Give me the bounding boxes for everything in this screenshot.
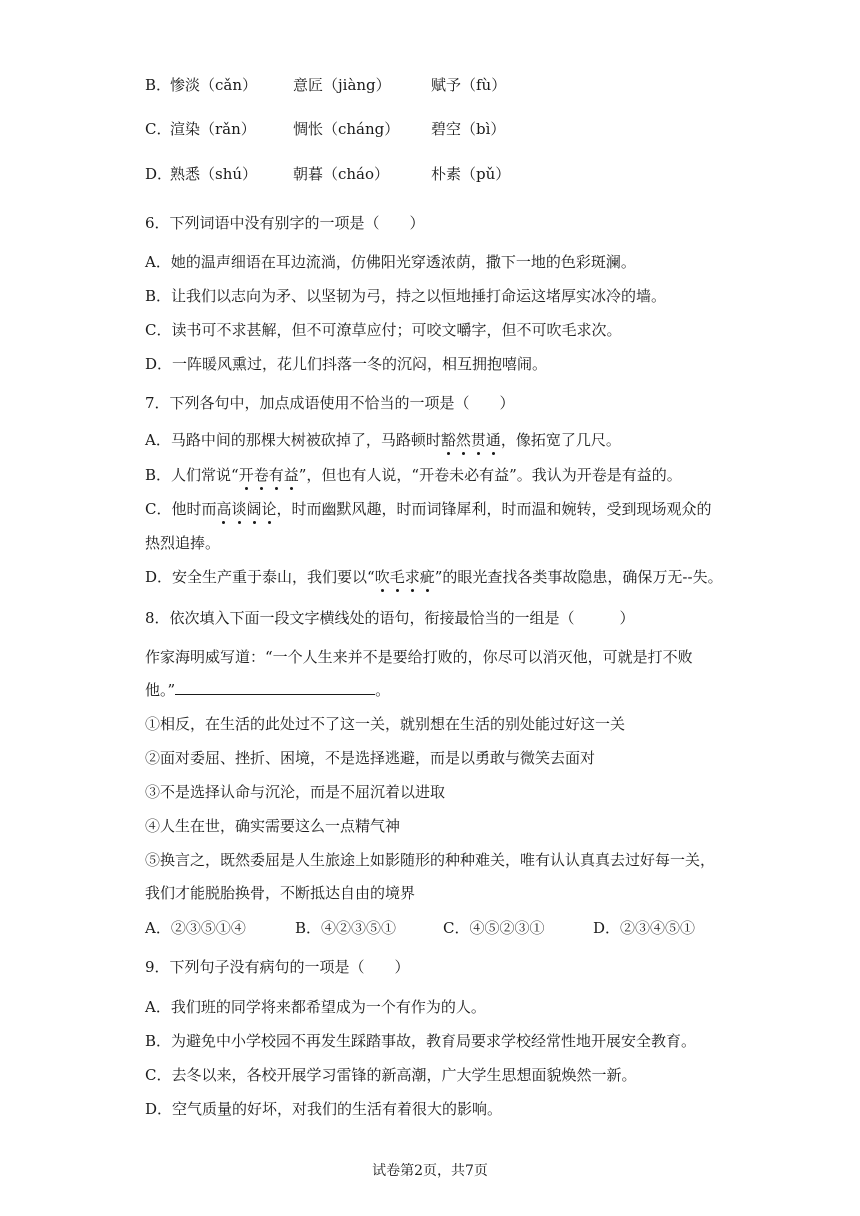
option-label: C． <box>145 120 172 138</box>
page-footer: 试卷第2页，共7页 <box>372 1163 488 1179</box>
word-pinyin: 碧空（bì） <box>431 120 506 138</box>
word-pinyin: 渲染（rǎn） <box>170 120 256 138</box>
q7-option-c-cont: 热烈追捧。 <box>145 534 221 552</box>
q8-item-2: ②面对委屈、挫折、困境，不是选择逃避，而是以勇敢与微笑去面对 <box>145 749 596 767</box>
q8-option-d: D．②③④⑤① <box>593 919 696 937</box>
dotted-idiom <box>441 431 501 449</box>
dotted-char: 疵 <box>419 568 435 586</box>
q8-item-1: ①相反，在生活的此处过不了这一关，就别想在生活的别处能过好这一关 <box>145 715 626 733</box>
text: ，时而幽默风趣，时而词锋犀利，时而温和婉转，受到现场观众的 <box>276 500 712 518</box>
word-pinyin: 熟悉（shú） <box>170 165 258 183</box>
text: C．他时而 <box>145 500 217 518</box>
text: 他。” <box>145 681 176 699</box>
dotted-char: 谈 <box>231 500 247 518</box>
q8-passage-line1: 作家海明威写道：“一个人生来并不是要给打败的，你尽可以消灭他，可就是打不败 <box>145 648 693 666</box>
q7-stem: 7．下列各句中，加点成语使用不恰当的一项是（ ） <box>145 394 515 412</box>
dotted-char: 然 <box>455 431 471 449</box>
q6-stem: 6．下列词语中没有别字的一项是（ ） <box>145 214 425 232</box>
q6-option-b: B．让我们以志向为矛、以坚韧为弓，持之以恒地捶打命运这堵厚实冰冷的墙。 <box>145 287 667 305</box>
word-pinyin: 朴素（pǔ） <box>431 165 511 183</box>
text: ”的眼光查找各类事故隐患，确保万无--失。 <box>434 568 723 586</box>
word-pinyin: 赋予（fù） <box>431 76 507 94</box>
q8-option-b: B．④②③⑤① <box>295 919 397 937</box>
q8-item-3: ③不是选择认命与沉沦，而是不屈沉着以进取 <box>145 783 446 801</box>
dotted-char: 论 <box>261 500 277 518</box>
q9-option-d: D．空气质量的好坏，对我们的生活有着很大的影响。 <box>145 1100 503 1118</box>
q9-option-c: C．去冬以来，各校开展学习雷锋的新高潮，广大学生思想面貌焕然一新。 <box>145 1066 637 1084</box>
dotted-idiom <box>216 500 276 518</box>
dotted-char: 通 <box>485 431 501 449</box>
q8-item-4: ④人生在世，确实需要这么一点精气神 <box>145 817 401 835</box>
dotted-idiom <box>239 466 299 484</box>
dotted-char: 吹 <box>374 568 390 586</box>
dotted-char: 阔 <box>246 500 262 518</box>
q7-option-c <box>145 499 712 519</box>
q9-option-a: A．我们班的同学将来都希望成为一个有作为的人。 <box>145 998 486 1016</box>
q8-passage-line2 <box>145 680 390 700</box>
text: 。 <box>375 681 391 699</box>
q7-option-b <box>145 465 682 485</box>
q6-option-d: D．一阵暖风熏过，花儿们抖落一冬的沉闷，相互拥抱嘻闹。 <box>145 355 548 373</box>
text: D．安全生产重于泰山，我们要以“ <box>145 568 375 586</box>
dotted-idiom <box>375 568 435 586</box>
word-pinyin: 意匠（jiàng） <box>293 76 391 94</box>
q9-stem: 9．下列句子没有病句的一项是（ ） <box>145 958 410 976</box>
dotted-char: 贯 <box>470 431 486 449</box>
q6-option-c: C．读书可不求甚解，但不可潦草应付；可咬文嚼字，但不可吹毛求次。 <box>145 321 622 339</box>
option-label: D． <box>145 165 173 183</box>
q8-stem: 8．依次填入下面一段文字横线处的语句，衔接最恰当的一组是（ ） <box>145 609 635 627</box>
dotted-char: 益 <box>283 466 299 484</box>
q8-option-c: C．④⑤②③① <box>443 919 545 937</box>
word-pinyin: 惨淡（cǎn） <box>170 76 258 94</box>
dotted-char: 求 <box>404 568 420 586</box>
q7-option-a <box>145 430 621 450</box>
text: ”，但也有人说，“开卷未必有益”。我认为开卷是有益的。 <box>298 466 682 484</box>
option-label: B． <box>145 76 172 94</box>
word-pinyin: 朝暮（cháo） <box>293 165 390 183</box>
dotted-char: 豁 <box>440 431 456 449</box>
q6-option-a: A．她的温声细语在耳边流淌，仿佛阳光穿透浓荫，撒下一地的色彩斑澜。 <box>145 253 636 271</box>
q8-item-5-cont: 我们才能脱胎换骨，不断抵达自由的境界 <box>145 884 416 902</box>
dotted-char: 高 <box>216 500 232 518</box>
fill-blank <box>175 680 375 695</box>
text: ，像拓宽了几尺。 <box>500 431 621 449</box>
q8-option-a: A．②③⑤①④ <box>145 919 246 937</box>
dotted-char: 卷 <box>253 466 269 484</box>
dotted-char: 毛 <box>389 568 405 586</box>
text: A．马路中间的那棵大树被砍掉了，马路顿时 <box>145 431 441 449</box>
q8-item-5: ⑤换言之，既然委屈是人生旅途上如影随形的种种难关，唯有认认真真去过好每一关， <box>145 851 716 869</box>
dotted-char: 开 <box>238 466 254 484</box>
q9-option-b: B．为避免中小学校园不再发生踩踏事故，教育局要求学校经常性地开展安全教育。 <box>145 1032 697 1050</box>
dotted-char: 有 <box>268 466 284 484</box>
q7-option-d <box>145 567 723 587</box>
text: B．人们常说“ <box>145 466 239 484</box>
word-pinyin: 惆怅（cháng） <box>293 120 400 138</box>
